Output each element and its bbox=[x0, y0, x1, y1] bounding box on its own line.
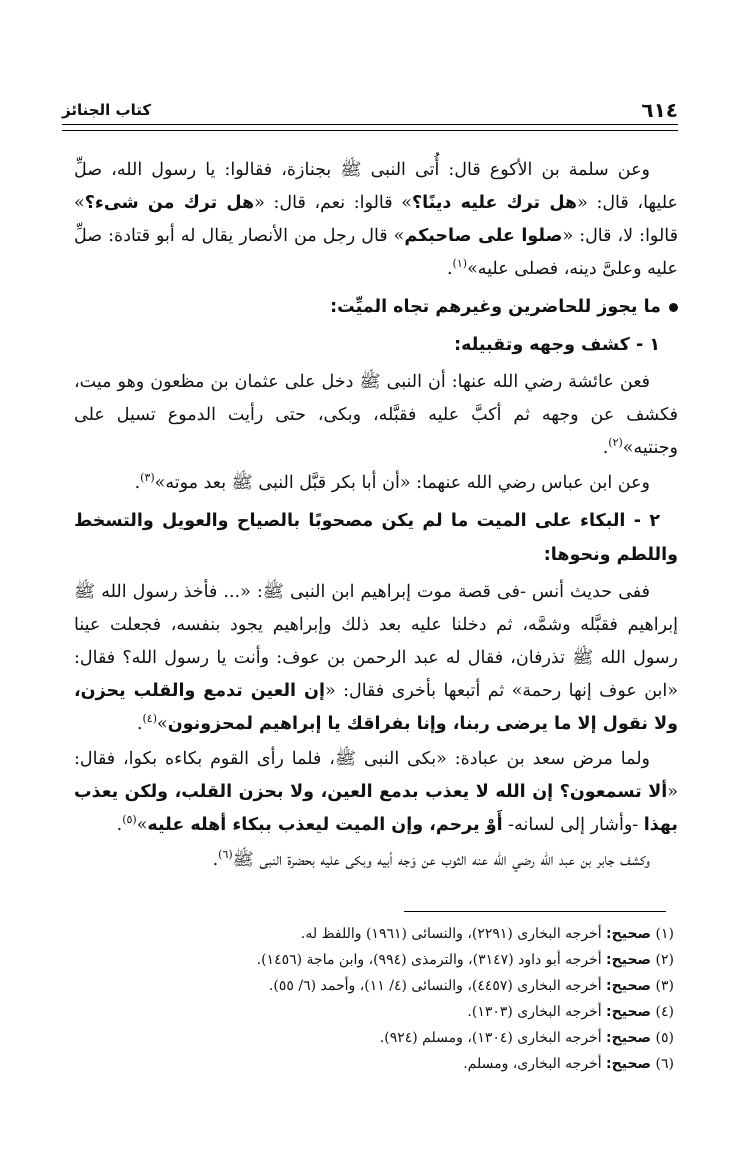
paragraph-salama bbox=[74, 154, 678, 286]
text-run: . bbox=[446, 259, 453, 279]
text-run: فعن عائشة رضي الله عنها: أن النبى ﷺ دخل على عثمان بن مظعون وهو ميت، فكشف عن وجهه ثم أكبَّ عليه فقبَّله، وبكى، حتى رأيت الدموع تسيل على وجنتيه» bbox=[74, 372, 678, 458]
text-run: وكشف جابر بن عبد الله رضي الله عنه الثوب عن وَجه أبيه وبكى عليه بحضرة النبى ﷺ bbox=[232, 850, 650, 870]
hadith-quote: هل ترك من شىء؟ bbox=[84, 193, 255, 213]
running-header bbox=[62, 98, 678, 122]
footnote-ref[interactable]: (٥) bbox=[122, 813, 137, 827]
footnote-text: أخرجه أبو داود (٣١٤٧)، والترمذى (٩٩٤)، وابن ماجة (١٤٥٦). bbox=[256, 952, 607, 968]
footnote-ref[interactable]: (٣) bbox=[140, 471, 155, 485]
text-run: وعن ابن عباس رضي الله عنهما: «أن أبا بكر قبَّل النبى ﷺ بعد موته» bbox=[154, 473, 650, 493]
footnote-grade: صحيح: bbox=[606, 926, 652, 942]
paragraph-ibn-abbas bbox=[74, 467, 678, 500]
footnote-5 bbox=[74, 1025, 674, 1051]
footnote-number: (٥) bbox=[655, 1030, 674, 1046]
text-run: » ثم أتبعها بأخرى فقال: « bbox=[324, 681, 523, 701]
footnote-grade: صحيح: bbox=[606, 1056, 652, 1072]
footnote-ref[interactable]: (٦) bbox=[218, 848, 233, 862]
footnote-text: أخرجه البخارى (٢٢٩١)، والنسائى (١٩٦١) واللفظ له. bbox=[300, 926, 607, 942]
hadith-quote: ابن عوف إنها رحمة bbox=[522, 681, 668, 701]
sub-heading-1: ١ - كشف وجهه وتقبيله: bbox=[454, 335, 660, 355]
hadith-quote: صلوا على صاحبكم bbox=[404, 226, 563, 246]
heading-text: ما يجوز للحاضرين وغيرهم تجاه الميِّت: bbox=[330, 297, 661, 317]
text-run: » bbox=[136, 815, 148, 835]
footnote-text: أخرجه البخارى (١٣٠٣). bbox=[467, 1004, 607, 1020]
footnote-rule bbox=[404, 911, 666, 912]
footnote-ref[interactable]: (٢) bbox=[608, 436, 623, 450]
text-run: » قالوا: لا، قال: « bbox=[74, 193, 678, 246]
paragraph-jabir bbox=[74, 844, 678, 877]
footnote-3 bbox=[74, 973, 674, 999]
page-number: ٦١٤ bbox=[641, 98, 678, 122]
footnote-6 bbox=[74, 1051, 674, 1077]
footnote-text: أخرجه البخارى (٤٤٥٧)، والنسائى (٤/ ١١)، وأحمد (٦/ ٥٥). bbox=[268, 978, 607, 994]
text-run: » bbox=[157, 714, 168, 734]
paragraph-aisha bbox=[74, 366, 678, 465]
book-title: كتاب الجنائز bbox=[62, 101, 152, 119]
footnote-grade: صحيح: bbox=[606, 978, 652, 994]
footnotes bbox=[74, 921, 674, 1077]
text-run: . bbox=[136, 714, 143, 734]
hadith-quote: ألا تسمعون؟ إن الله لا يعذب بدمع العين، ولا بحزن القلب، ولكن يعذب بهذا bbox=[74, 782, 678, 835]
header-rule bbox=[62, 124, 678, 125]
text-run: . bbox=[116, 815, 123, 835]
text-run: -وأشار إلى لسانه- bbox=[502, 815, 644, 835]
hadith-quote: هل ترك عليه دينًا؟ bbox=[411, 193, 578, 213]
text-run: . bbox=[602, 438, 609, 458]
hadith-quote: إن العين تدمع والقلب يحزن، ولا نقول إلا ما يرضى ربنا، وإنا بفراقك يا إبراهيم لمحزونون bbox=[74, 681, 678, 734]
footnote-grade: صحيح: bbox=[606, 1004, 652, 1020]
footnote-2 bbox=[74, 947, 674, 973]
footnote-number: (٦) bbox=[655, 1056, 674, 1072]
footnote-text: أخرجه البخارى (١٣٠٤)، ومسلم (٩٢٤). bbox=[379, 1030, 607, 1046]
paragraph-saad bbox=[74, 743, 678, 842]
footnote-number: (٣) bbox=[655, 978, 674, 994]
text-run: . bbox=[134, 473, 141, 493]
footnote-grade: صحيح: bbox=[606, 952, 652, 968]
footnote-number: (٢) bbox=[655, 952, 674, 968]
text-run: » قال رجل من الأنصار يقال له أبو قتادة: صلِّ عليه وعلىَّ دينه، فصلى عليه» bbox=[74, 226, 678, 279]
footnote-1 bbox=[74, 921, 674, 947]
text-run: وعن سلمة بن الأكوع قال: أُتى النبى ﷺ بجنازة، فقالوا: يا رسول الله، صلِّ عليها، قال: « bbox=[74, 160, 678, 213]
text-run: . bbox=[212, 850, 219, 870]
text-run: ولما مرض سعد بن عبادة: «بكى النبى ﷺ، فلما رأى القوم بكاءه بكوا، فقال: « bbox=[74, 749, 678, 802]
footnote-number: (٤) bbox=[655, 1004, 674, 1020]
text-run: ففى حديث أنس -فى قصة موت إبراهيم ابن النبى ﷺ: «... فأخذ رسول الله ﷺ إبراهيم فقبَّله وشمَّه، ثم دخلنا عليه بعد ذلك وإبراهيم يجود بنفسه، فجعلت عينا رسول الله ﷺ تذرفان، فقال له عبد الرحمن بن عوف: وأنت يا رسول الله؟ فقال: « bbox=[74, 582, 679, 701]
bullet-icon bbox=[669, 303, 678, 312]
main-text bbox=[74, 154, 678, 877]
footnote-grade: صحيح: bbox=[606, 1030, 652, 1046]
sub-heading-2: ٢ - البكاء على الميت ما لم يكن مصحوبًا بالصياح والعويل والتسخط واللطم ونحوها: bbox=[74, 511, 678, 565]
footnote-text: أخرجه البخارى، ومسلم. bbox=[463, 1056, 607, 1072]
hadith-quote: أَوْ يرحم، وإن الميت ليعذب ببكاء أهله عليه bbox=[147, 815, 503, 835]
footnote-4 bbox=[74, 999, 674, 1025]
text-run: » قالوا: نعم، قال: « bbox=[254, 193, 412, 213]
section-heading bbox=[74, 290, 678, 324]
footnote-ref[interactable]: (٤) bbox=[142, 712, 158, 726]
paragraph-anas bbox=[74, 576, 678, 741]
header-rule-thin bbox=[62, 130, 678, 131]
footnote-ref[interactable]: (١) bbox=[452, 257, 468, 271]
footnote-number: (١) bbox=[655, 926, 674, 942]
